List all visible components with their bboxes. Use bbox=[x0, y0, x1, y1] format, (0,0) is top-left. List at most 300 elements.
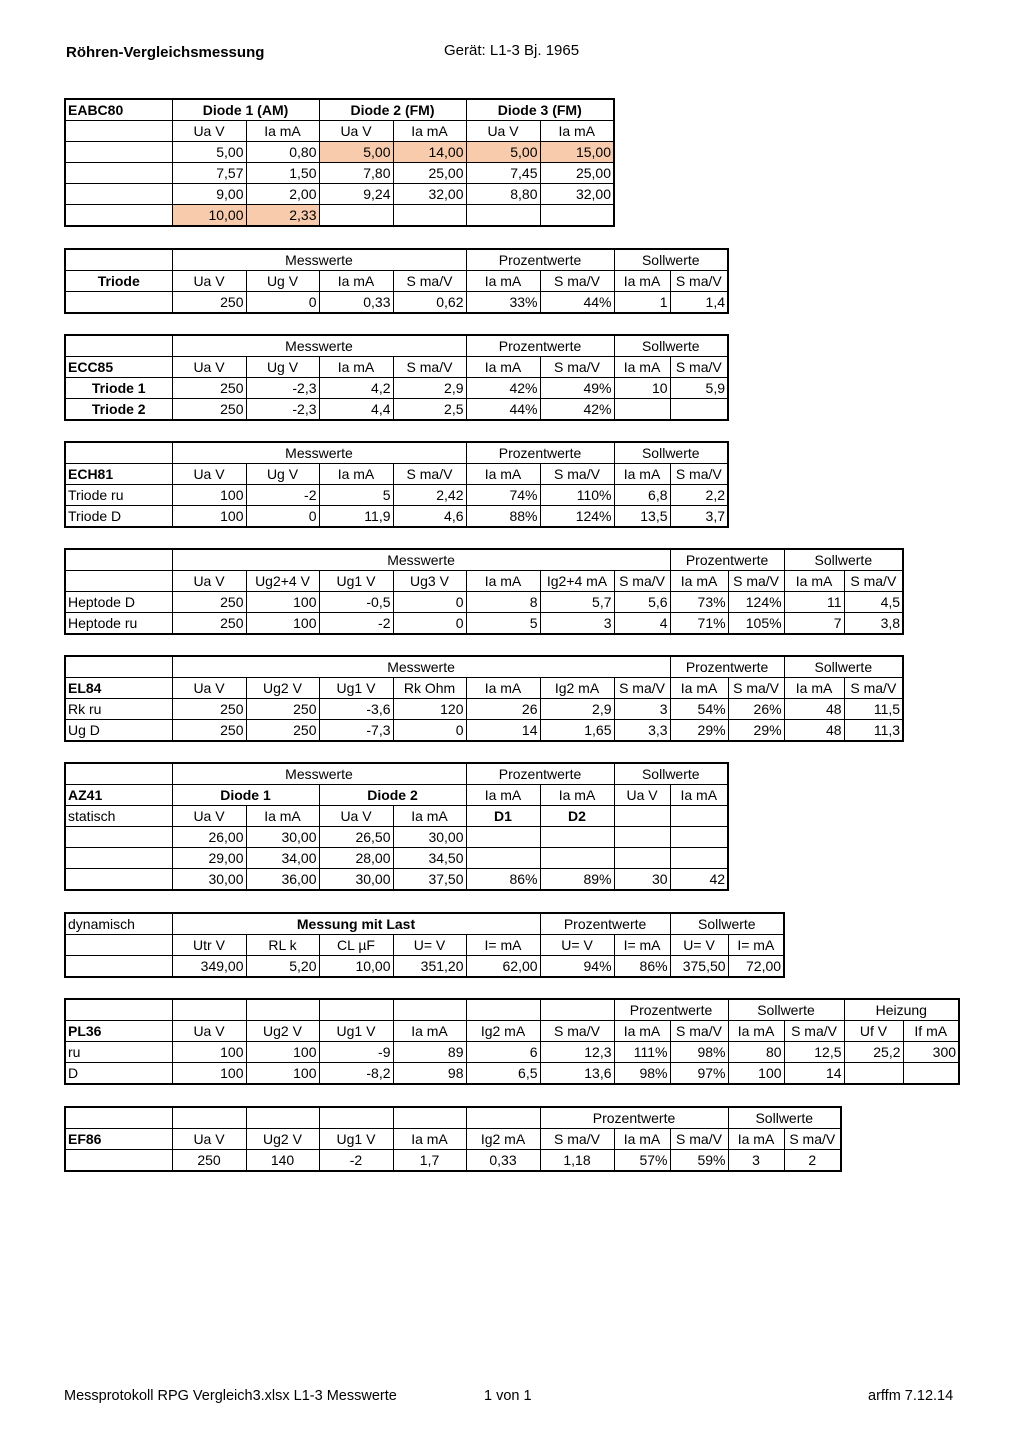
table-cell: 98 bbox=[393, 1063, 466, 1085]
column-header: Ua V bbox=[172, 806, 246, 827]
column-header: S ma/V bbox=[784, 1129, 841, 1150]
table-cell: 0,80 bbox=[246, 142, 319, 163]
table-cell: 250 bbox=[172, 292, 246, 314]
column-header: S ma/V bbox=[784, 1021, 844, 1042]
column-header: Ia mA bbox=[784, 678, 844, 699]
column-header: Ug1 V bbox=[319, 678, 393, 699]
tube-name: EL84 bbox=[65, 678, 172, 699]
table-cell: 44% bbox=[466, 399, 540, 421]
table-cell: 97% bbox=[670, 1063, 728, 1085]
table-cell: 250 bbox=[172, 720, 246, 742]
column-header: Ia mA bbox=[466, 571, 540, 592]
column-header: Ia mA bbox=[466, 464, 540, 485]
table-cell: 88% bbox=[466, 506, 540, 528]
table-cell: 120 bbox=[393, 699, 466, 720]
tube-name: EF86 bbox=[65, 1129, 172, 1150]
table-cell: 14,00 bbox=[393, 142, 466, 163]
empty-cell bbox=[319, 1107, 393, 1129]
table-cell: 0 bbox=[393, 592, 466, 613]
table-pl36 bbox=[64, 998, 960, 1085]
column-header: S ma/V bbox=[393, 357, 466, 378]
table-cell bbox=[614, 827, 670, 848]
table-cell: 3,3 bbox=[614, 720, 670, 742]
table-cell: 1,18 bbox=[540, 1150, 614, 1172]
column-header: I= mA bbox=[466, 935, 540, 956]
column-header: If mA bbox=[903, 1021, 959, 1042]
column-header: Ia mA bbox=[466, 678, 540, 699]
column-header: S ma/V bbox=[844, 571, 903, 592]
table-cell: 26 bbox=[466, 699, 540, 720]
table-cell: 2,33 bbox=[246, 205, 319, 227]
table-cell: 49% bbox=[540, 378, 614, 399]
table-cell: 98% bbox=[614, 1063, 670, 1085]
table-cell: 0 bbox=[393, 720, 466, 742]
column-header: S ma/V bbox=[728, 571, 784, 592]
table-cell: 8,80 bbox=[466, 184, 540, 205]
group-header: Prozentwerte bbox=[670, 656, 784, 678]
table-cell: 42 bbox=[670, 869, 728, 891]
column-header: S ma/V bbox=[670, 1021, 728, 1042]
column-header: I= mA bbox=[614, 935, 670, 956]
column-header: Ua V bbox=[466, 121, 540, 142]
table-cell: 0,33 bbox=[466, 1150, 540, 1172]
table-cell: 0 bbox=[246, 292, 319, 314]
tube-name: ECH81 bbox=[65, 464, 172, 485]
column-header: Ia mA bbox=[614, 357, 670, 378]
table-cell: 11,5 bbox=[844, 699, 903, 720]
column-header bbox=[670, 806, 728, 827]
table-row bbox=[65, 399, 728, 421]
table-cell: -2 bbox=[319, 1150, 393, 1172]
column-header: S ma/V bbox=[614, 678, 670, 699]
empty-cell bbox=[65, 549, 172, 571]
empty-cell bbox=[466, 999, 540, 1021]
column-header: Ia mA bbox=[614, 1129, 670, 1150]
table-cell: 110% bbox=[540, 485, 614, 506]
table-cell bbox=[614, 399, 670, 421]
table-cell: 30,00 bbox=[393, 827, 466, 848]
group-header: Sollwerte bbox=[614, 763, 728, 785]
table-cell: 4,5 bbox=[844, 592, 903, 613]
column-header: Ug V bbox=[246, 357, 319, 378]
table-cell: 105% bbox=[728, 613, 784, 635]
column-header: Ug2+4 V bbox=[246, 571, 319, 592]
row-label: Triode D bbox=[65, 506, 172, 528]
table-ech81 bbox=[64, 441, 729, 528]
empty-cell bbox=[540, 999, 614, 1021]
column-header: I= mA bbox=[728, 935, 784, 956]
table-cell: 300 bbox=[903, 1042, 959, 1063]
group-header: Sollwerte bbox=[614, 442, 728, 464]
table-cell: 250 bbox=[246, 720, 319, 742]
empty-cell bbox=[246, 999, 319, 1021]
column-header: S ma/V bbox=[728, 678, 784, 699]
column-header: Ug1 V bbox=[319, 571, 393, 592]
column-header: RL k bbox=[246, 935, 319, 956]
table-cell: 34,00 bbox=[246, 848, 319, 869]
tube-name bbox=[65, 571, 172, 592]
table-cell: 30,00 bbox=[319, 869, 393, 891]
column-header: Ia mA bbox=[670, 678, 728, 699]
table-cell: 73% bbox=[670, 592, 728, 613]
table-cell: 37,50 bbox=[393, 869, 466, 891]
table-cell: 86% bbox=[466, 869, 540, 891]
table-cell: 5 bbox=[466, 613, 540, 635]
group-header: Sollwerte bbox=[728, 1107, 841, 1129]
table-cell: 2,9 bbox=[540, 699, 614, 720]
table-cell: 48 bbox=[784, 720, 844, 742]
table-ecc85 bbox=[64, 334, 729, 421]
footer-author-date: arffm 7.12.14 bbox=[868, 1388, 954, 1404]
table-cell: 2 bbox=[784, 1150, 841, 1172]
table-cell: 89% bbox=[540, 869, 614, 891]
column-header: Ig2 mA bbox=[466, 1021, 540, 1042]
table-cell: 250 bbox=[172, 1150, 246, 1172]
column-header: Ua V bbox=[172, 464, 246, 485]
column-header: Ua V bbox=[319, 806, 393, 827]
device-info: Gerät: L1-3 Bj. 1965 bbox=[444, 42, 580, 59]
column-header: Ua V bbox=[319, 121, 393, 142]
table-row bbox=[65, 613, 903, 635]
empty-cell bbox=[319, 999, 393, 1021]
table-cell: 4,2 bbox=[319, 378, 393, 399]
table-cell: 30 bbox=[614, 869, 670, 891]
table-cell: 42% bbox=[466, 378, 540, 399]
group-header: Messwerte bbox=[172, 249, 466, 271]
table-triode bbox=[64, 248, 729, 314]
column-header: CL µF bbox=[319, 935, 393, 956]
column-header: Ug1 V bbox=[319, 1021, 393, 1042]
table-cell bbox=[319, 205, 393, 227]
table-cell: 2,9 bbox=[393, 378, 466, 399]
table-cell: 25,2 bbox=[844, 1042, 903, 1063]
table-cell: 250 bbox=[172, 399, 246, 421]
column-header: Ug1 V bbox=[319, 1129, 393, 1150]
row-label: dynamisch bbox=[65, 913, 172, 935]
row-label: D bbox=[65, 1063, 172, 1085]
column-header: Ia mA bbox=[319, 271, 393, 292]
tube-name: Triode bbox=[65, 271, 172, 292]
empty-cell bbox=[65, 163, 172, 184]
group-header: Diode 3 (FM) bbox=[466, 99, 614, 121]
page-title: Röhren-Vergleichsmessung bbox=[66, 44, 265, 61]
column-header: Ia mA bbox=[319, 357, 393, 378]
group-header: Sollwerte bbox=[614, 249, 728, 271]
group-header: Diode 2 (FM) bbox=[319, 99, 466, 121]
column-header: Ua V bbox=[172, 121, 246, 142]
table-dynamic bbox=[64, 912, 785, 978]
table-cell: 7,45 bbox=[466, 163, 540, 184]
table-el84 bbox=[64, 655, 904, 742]
table-cell bbox=[614, 848, 670, 869]
table-cell: -2,3 bbox=[246, 399, 319, 421]
column-header: Ia mA bbox=[319, 464, 393, 485]
empty-cell bbox=[172, 1107, 246, 1129]
table-row bbox=[65, 1042, 959, 1063]
table-cell: 250 bbox=[172, 699, 246, 720]
table-row bbox=[65, 827, 728, 848]
column-header: S ma/V bbox=[540, 271, 614, 292]
group-header: Prozentwerte bbox=[466, 249, 614, 271]
table-cell: 36,00 bbox=[246, 869, 319, 891]
group-header: Sollwerte bbox=[728, 999, 844, 1021]
table-cell: 2,5 bbox=[393, 399, 466, 421]
table-cell: 34,50 bbox=[393, 848, 466, 869]
table-cell: 33% bbox=[466, 292, 540, 314]
table-cell: 3 bbox=[540, 613, 614, 635]
table-row bbox=[65, 1150, 841, 1172]
table-row bbox=[65, 956, 784, 978]
table-cell: 5,00 bbox=[319, 142, 393, 163]
table-cell: 124% bbox=[728, 592, 784, 613]
table-cell: 100 bbox=[172, 1063, 246, 1085]
table-cell: -8,2 bbox=[319, 1063, 393, 1085]
column-header: S ma/V bbox=[670, 271, 728, 292]
table-cell: 5,00 bbox=[172, 142, 246, 163]
table-cell: 29% bbox=[670, 720, 728, 742]
table-cell: 7 bbox=[784, 613, 844, 635]
table-cell: 57% bbox=[614, 1150, 670, 1172]
empty-cell bbox=[393, 1107, 466, 1129]
row-label bbox=[65, 1150, 172, 1172]
empty-cell bbox=[65, 142, 172, 163]
column-header: U= V bbox=[393, 935, 466, 956]
table-cell: 10,00 bbox=[172, 205, 246, 227]
table-cell: 26,00 bbox=[172, 827, 246, 848]
table-az41 bbox=[64, 762, 729, 891]
column-header: Ua V bbox=[172, 571, 246, 592]
column-header: S ma/V bbox=[844, 678, 903, 699]
table-cell: 100 bbox=[172, 485, 246, 506]
table-cell: 3 bbox=[614, 699, 670, 720]
table-cell: 1,50 bbox=[246, 163, 319, 184]
table-row bbox=[65, 848, 728, 869]
table-cell: 25,00 bbox=[393, 163, 466, 184]
table-cell: 1 bbox=[614, 292, 670, 314]
footer-filename: Messprotokoll RPG Vergleich3.xlsx L1-3 Messwerte bbox=[64, 1388, 397, 1404]
column-header: S ma/V bbox=[540, 464, 614, 485]
table-row bbox=[65, 142, 614, 163]
table-cell: 15,00 bbox=[540, 142, 614, 163]
column-header: Ia mA bbox=[466, 785, 540, 806]
empty-cell bbox=[65, 121, 172, 142]
empty-cell bbox=[65, 249, 172, 271]
table-row bbox=[65, 485, 728, 506]
column-header: S ma/V bbox=[670, 357, 728, 378]
table-cell: -9 bbox=[319, 1042, 393, 1063]
table-cell: 2,2 bbox=[670, 485, 728, 506]
table-cell bbox=[670, 399, 728, 421]
table-cell: 6,8 bbox=[614, 485, 670, 506]
table-cell: 89 bbox=[393, 1042, 466, 1063]
row-label: Triode ru bbox=[65, 485, 172, 506]
column-header: Ia mA bbox=[540, 785, 614, 806]
table-cell: 100 bbox=[246, 592, 319, 613]
table-cell: 100 bbox=[246, 1063, 319, 1085]
table-ef86 bbox=[64, 1106, 842, 1172]
table-cell: 48 bbox=[784, 699, 844, 720]
group-header: Prozentwerte bbox=[466, 335, 614, 357]
table-cell bbox=[466, 848, 540, 869]
row-label: Heptode ru bbox=[65, 613, 172, 635]
table-cell: 140 bbox=[246, 1150, 319, 1172]
table-cell: 250 bbox=[172, 378, 246, 399]
column-header: Ua V bbox=[172, 1021, 246, 1042]
column-header: Ua V bbox=[172, 1129, 246, 1150]
column-header: Uf V bbox=[844, 1021, 903, 1042]
table-cell: 111% bbox=[614, 1042, 670, 1063]
table-cell: 4,6 bbox=[393, 506, 466, 528]
table-cell: 100 bbox=[246, 1042, 319, 1063]
table-cell: 5 bbox=[319, 485, 393, 506]
table-cell: -3,6 bbox=[319, 699, 393, 720]
group-header: Sollwerte bbox=[784, 549, 903, 571]
table-cell bbox=[844, 1063, 903, 1085]
table-cell bbox=[540, 848, 614, 869]
column-header: Ia mA bbox=[393, 806, 466, 827]
table-cell: 29,00 bbox=[172, 848, 246, 869]
empty-cell bbox=[65, 184, 172, 205]
table-cell: 59% bbox=[670, 1150, 728, 1172]
table-cell: 30,00 bbox=[172, 869, 246, 891]
table-cell: 1,4 bbox=[670, 292, 728, 314]
group-header: Diode 1 bbox=[172, 785, 319, 806]
table-cell: 250 bbox=[172, 613, 246, 635]
table-cell: 11,3 bbox=[844, 720, 903, 742]
table-cell bbox=[466, 827, 540, 848]
table-cell: 3,8 bbox=[844, 613, 903, 635]
table-cell: 32,00 bbox=[540, 184, 614, 205]
group-header: Sollwerte bbox=[614, 335, 728, 357]
table-cell: -2 bbox=[319, 613, 393, 635]
column-header: Ig2+4 mA bbox=[540, 571, 614, 592]
group-header: Diode 2 bbox=[319, 785, 466, 806]
group-header: Prozentwerte bbox=[670, 549, 784, 571]
table-cell: 0 bbox=[393, 613, 466, 635]
column-header: Ia mA bbox=[393, 121, 466, 142]
table-cell: -2 bbox=[246, 485, 319, 506]
row-label bbox=[65, 292, 172, 314]
table-cell bbox=[670, 827, 728, 848]
table-row bbox=[65, 378, 728, 399]
column-header: Ia mA bbox=[393, 1021, 466, 1042]
footer-page-number: 1 von 1 bbox=[484, 1388, 532, 1404]
table-cell: 72,00 bbox=[728, 956, 784, 978]
empty-cell bbox=[65, 999, 172, 1021]
column-header: Ia mA bbox=[614, 1021, 670, 1042]
table-cell: 32,00 bbox=[393, 184, 466, 205]
column-header: Utr V bbox=[172, 935, 246, 956]
table-cell: 1,7 bbox=[393, 1150, 466, 1172]
table-cell: 4,4 bbox=[319, 399, 393, 421]
table-cell: 62,00 bbox=[466, 956, 540, 978]
table-cell: 2,42 bbox=[393, 485, 466, 506]
empty-cell bbox=[246, 1107, 319, 1129]
row-label: Heptode D bbox=[65, 592, 172, 613]
table-cell: 5,9 bbox=[670, 378, 728, 399]
table-cell: 14 bbox=[466, 720, 540, 742]
empty-cell bbox=[65, 1107, 172, 1129]
column-header: S ma/V bbox=[393, 464, 466, 485]
table-cell: 12,5 bbox=[784, 1042, 844, 1063]
group-header: Prozentwerte bbox=[540, 913, 670, 935]
table-row bbox=[65, 1063, 959, 1085]
column-header: Ia mA bbox=[540, 121, 614, 142]
column-header: U= V bbox=[540, 935, 614, 956]
table-row bbox=[65, 292, 728, 314]
table-row bbox=[65, 699, 903, 720]
table-cell: 29% bbox=[728, 720, 784, 742]
table-cell: 0 bbox=[246, 506, 319, 528]
table-cell: 100 bbox=[172, 506, 246, 528]
table-cell bbox=[540, 205, 614, 227]
table-cell: 349,00 bbox=[172, 956, 246, 978]
group-header: Prozentwerte bbox=[466, 763, 614, 785]
column-header: S ma/V bbox=[614, 571, 670, 592]
row-label: Rk ru bbox=[65, 699, 172, 720]
column-header: Ia mA bbox=[246, 806, 319, 827]
table-row bbox=[65, 592, 903, 613]
empty-cell bbox=[172, 999, 246, 1021]
table-cell: 9,24 bbox=[319, 184, 393, 205]
empty-cell bbox=[65, 869, 172, 891]
table-cell: 26% bbox=[728, 699, 784, 720]
column-header: S ma/V bbox=[670, 464, 728, 485]
tube-name: ECC85 bbox=[65, 357, 172, 378]
table-heptode bbox=[64, 548, 904, 635]
column-header: Ia mA bbox=[466, 357, 540, 378]
column-header: Ia mA bbox=[670, 571, 728, 592]
table-cell: -7,3 bbox=[319, 720, 393, 742]
column-header: Ia mA bbox=[466, 271, 540, 292]
table-cell: 250 bbox=[172, 592, 246, 613]
column-header bbox=[614, 806, 670, 827]
group-header: Messung mit Last bbox=[172, 913, 540, 935]
table-cell: -0,5 bbox=[319, 592, 393, 613]
table-cell bbox=[466, 205, 540, 227]
table-cell: 250 bbox=[246, 699, 319, 720]
column-header: Rk Ohm bbox=[393, 678, 466, 699]
empty-cell bbox=[65, 656, 172, 678]
table-row bbox=[65, 869, 728, 891]
table-cell: 5,6 bbox=[614, 592, 670, 613]
table-cell: 5,20 bbox=[246, 956, 319, 978]
table-cell: 9,00 bbox=[172, 184, 246, 205]
tube-name: AZ41 bbox=[65, 785, 172, 806]
table-cell: 100 bbox=[728, 1063, 784, 1085]
column-header: Ua V bbox=[172, 678, 246, 699]
group-header: Diode 1 (AM) bbox=[172, 99, 319, 121]
table-cell: 13,5 bbox=[614, 506, 670, 528]
column-header: Ug V bbox=[246, 271, 319, 292]
column-header: Ug2 V bbox=[246, 1021, 319, 1042]
empty-cell bbox=[466, 1107, 540, 1129]
table-cell: 26,50 bbox=[319, 827, 393, 848]
table-cell: 12,3 bbox=[540, 1042, 614, 1063]
table-row bbox=[65, 163, 614, 184]
column-header: Ug3 V bbox=[393, 571, 466, 592]
column-header: Ug2 V bbox=[246, 1129, 319, 1150]
table-cell: 8 bbox=[466, 592, 540, 613]
row-label: Triode 2 bbox=[65, 399, 172, 421]
row-label: statisch bbox=[65, 806, 172, 827]
empty-cell bbox=[65, 956, 172, 978]
empty-cell bbox=[65, 848, 172, 869]
column-header: Ia mA bbox=[246, 121, 319, 142]
column-header: Ua V bbox=[172, 271, 246, 292]
table-cell: 11 bbox=[784, 592, 844, 613]
column-header: Ia mA bbox=[670, 785, 728, 806]
